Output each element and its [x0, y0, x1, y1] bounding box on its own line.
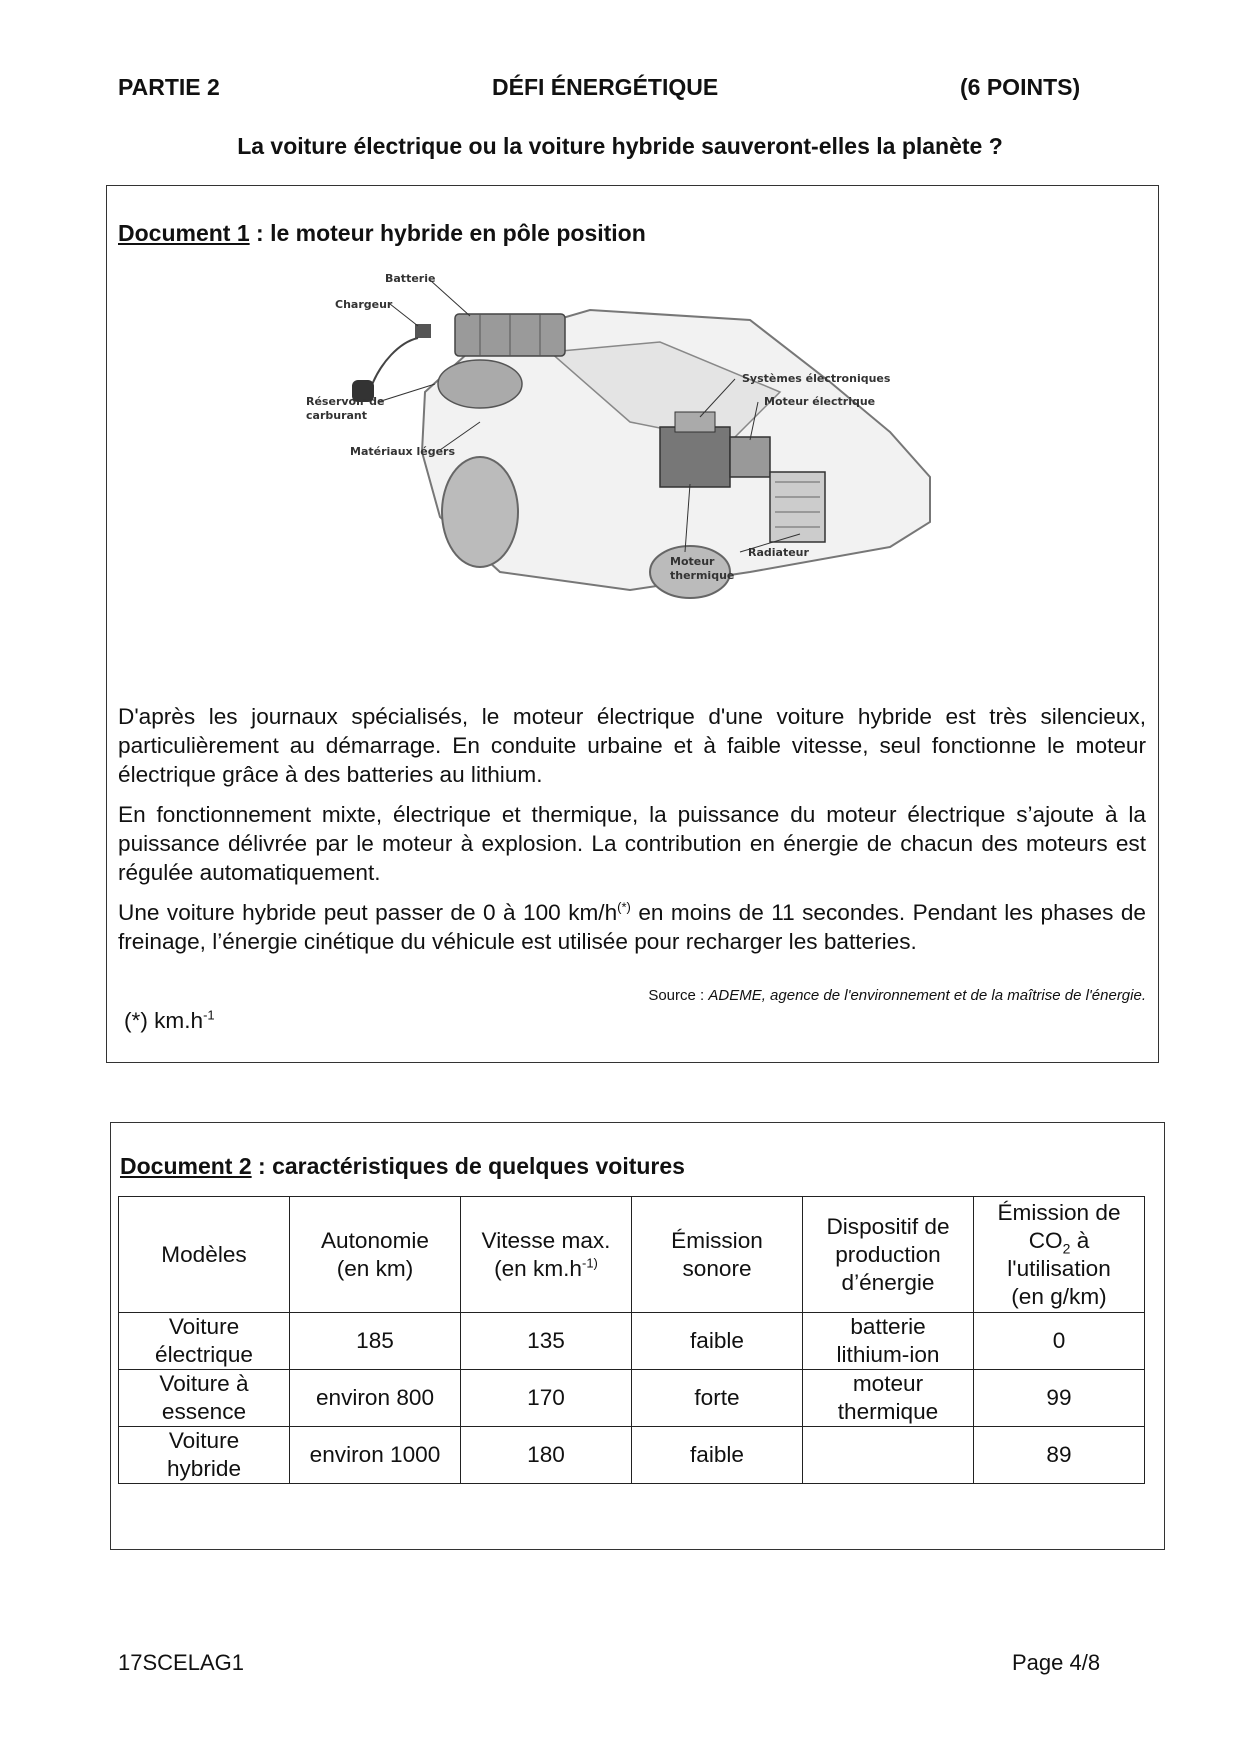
label-chargeur: Chargeur — [335, 298, 393, 311]
cell-vitesse: 135 — [461, 1313, 632, 1370]
footnote-exponent: -1 — [203, 1007, 215, 1023]
electric-motor-shape — [730, 437, 770, 477]
table-row — [119, 1313, 1145, 1370]
source-prefix: Source : — [648, 987, 709, 1004]
footnote — [124, 1008, 215, 1034]
cell-autonomie: environ 800 — [290, 1370, 461, 1427]
document-2-label: Document 2 — [120, 1153, 252, 1179]
paragraph-3-start: Une voiture hybride peut passer de 0 à 100 km/h — [118, 900, 618, 925]
header-modeles: Modèles — [119, 1197, 290, 1313]
cell-model: Voiture électrique — [119, 1313, 290, 1370]
engine-shape — [660, 427, 730, 487]
header-co2: Émission de $CO_2$ à l'utilisation (en g/km) — [974, 1197, 1145, 1313]
cell-dispositif: batterie lithium-ion — [803, 1313, 974, 1370]
cars-table — [118, 1196, 1145, 1484]
document-2-heading — [120, 1153, 685, 1180]
label-moteur-electrique: Moteur électrique — [764, 395, 876, 408]
label-batterie: Batterie — [385, 272, 436, 285]
footer-page: Page 4/8 — [1012, 1650, 1101, 1675]
label-reservoir-2: carburant — [306, 409, 368, 422]
cell-autonomie: 185 — [290, 1313, 461, 1370]
label-systemes: Systèmes électroniques — [742, 372, 891, 385]
charger-cable-shape — [370, 338, 418, 390]
header-part: PARTIE 2 — [118, 74, 220, 100]
hybrid-car-figure — [306, 272, 970, 662]
cell-sonore: faible — [632, 1427, 803, 1484]
document-1-heading — [118, 220, 646, 247]
paragraph-3-footnote-mark: (*) — [617, 899, 631, 915]
document-2-title: : caractéristiques de quelques voitures — [251, 1153, 685, 1179]
cell-dispositif — [803, 1427, 974, 1484]
cell-sonore: faible — [632, 1313, 803, 1370]
label-materiaux: Matériaux légers — [350, 445, 455, 458]
header-autonomie: Autonomie (en km) — [290, 1197, 461, 1313]
source-name: ADEME, agence de l'environnement et de la maîtrise de l'énergie. — [708, 987, 1146, 1004]
document-1-label: Document 1 — [118, 220, 250, 246]
electronics-shape — [675, 412, 715, 432]
main-title: La voiture électrique ou la voiture hybride sauveront-elles la planète ? — [237, 133, 1003, 159]
table-row — [119, 1427, 1145, 1484]
cell-vitesse: 170 — [461, 1370, 632, 1427]
cell-model: Voiture hybride — [119, 1427, 290, 1484]
document-1-title: : le moteur hybride en pôle position — [249, 220, 646, 246]
fuel-tank-shape — [438, 360, 522, 408]
cell-model: Voiture à essence — [119, 1370, 290, 1427]
header-section: DÉFI ÉNERGÉTIQUE — [492, 74, 719, 100]
cell-co2: 0 — [974, 1313, 1145, 1370]
cell-dispositif: moteur thermique — [803, 1370, 974, 1427]
header-emission-sonore: Émission sonore — [632, 1197, 803, 1313]
paragraph-1: D'après les journaux spécialisés, le moteur électrique d'une voiture hybride est très silencieux, particulièrement au démarrage. En conduite urbaine et à faible vitesse, seul fonctionne le moteur électrique grâce à des batteries au lithium. — [118, 704, 1146, 787]
cell-co2: 89 — [974, 1427, 1145, 1484]
cell-autonomie: environ 1000 — [290, 1427, 461, 1484]
label-reservoir-1: Réservoir de — [306, 395, 385, 408]
label-moteur-thermique-2: thermique — [670, 569, 735, 582]
footnote-text: (*) km.h — [124, 1008, 204, 1033]
table-row — [119, 1370, 1145, 1427]
rear-wheel-shape — [442, 457, 518, 567]
source-line — [648, 987, 1146, 1004]
paragraph-3 — [118, 898, 1146, 956]
header-vitesse: Vitesse max. (en $km.h^{-1)}$ — [461, 1197, 632, 1313]
footer-code: 17SCELAG1 — [118, 1650, 244, 1675]
cell-vitesse: 180 — [461, 1427, 632, 1484]
label-radiateur: Radiateur — [748, 546, 809, 559]
label-moteur-thermique-1: Moteur — [670, 555, 715, 568]
cell-co2: 99 — [974, 1370, 1145, 1427]
cell-sonore: forte — [632, 1370, 803, 1427]
header-dispositif: Dispositif de production d’énergie — [803, 1197, 974, 1313]
table-header-row — [119, 1197, 1145, 1313]
header-points: (6 POINTS) — [960, 74, 1081, 100]
paragraph-2: En fonctionnement mixte, électrique et thermique, la puissance du moteur électrique s’ajoute à la puissance délivrée par le moteur à explosion. La contribution en énergie de chacun des moteurs est régulée automatiquement. — [118, 802, 1146, 885]
paragraph-3-end: en moins de 11 secondes. Pendant les phases de freinage, l’énergie cinétique du véhicule est utilisée pour recharger les batteries. — [118, 900, 1146, 954]
